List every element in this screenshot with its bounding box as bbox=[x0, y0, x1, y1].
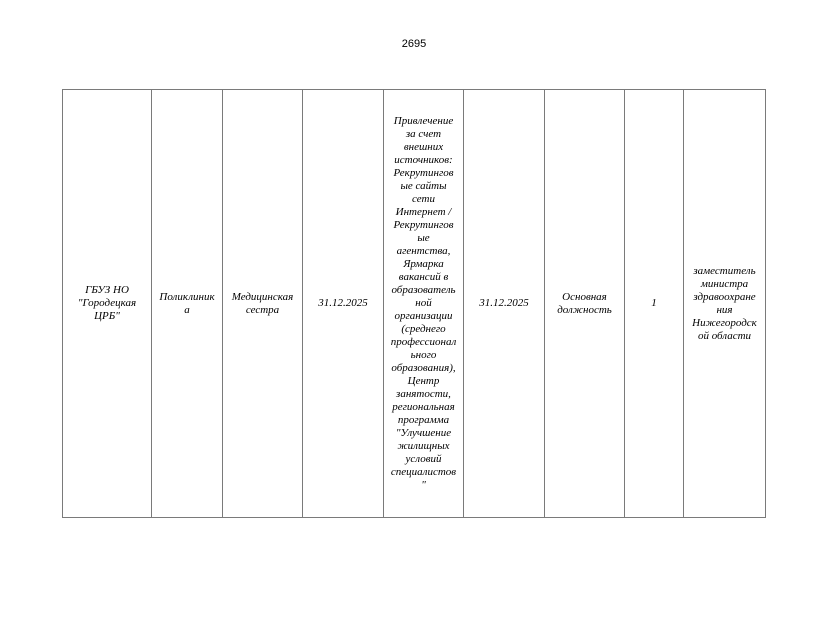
table-row bbox=[63, 90, 766, 518]
quantity-cell: 1 bbox=[625, 90, 684, 518]
target-date-cell: 31.12.2025 bbox=[464, 90, 545, 518]
department-cell: Поликлиник а bbox=[152, 90, 223, 518]
position-cell: Медицинская сестра bbox=[223, 90, 303, 518]
organization-cell: ГБУЗ НО "Городецкая ЦРБ" bbox=[63, 90, 152, 518]
deadline-date-cell: 31.12.2025 bbox=[303, 90, 384, 518]
position-type-cell: Основная должность bbox=[545, 90, 625, 518]
vacancy-table bbox=[62, 89, 766, 518]
recruitment-sources-cell: Привлечение за счет внешних источников: Рекрутингов ые сайты сети Интернет / Рекрутингов ые агентства, Ярмарка вакансий в образователь ной организации (среднего профессионал ьного образования), Центр занятости, региональная программа "Улучшение жилищных условий специалистов " bbox=[384, 90, 464, 518]
responsible-person-cell: заместитель министра здравоохране ния Нижегородск ой области bbox=[684, 90, 766, 518]
page-number: 2695 bbox=[401, 38, 427, 50]
